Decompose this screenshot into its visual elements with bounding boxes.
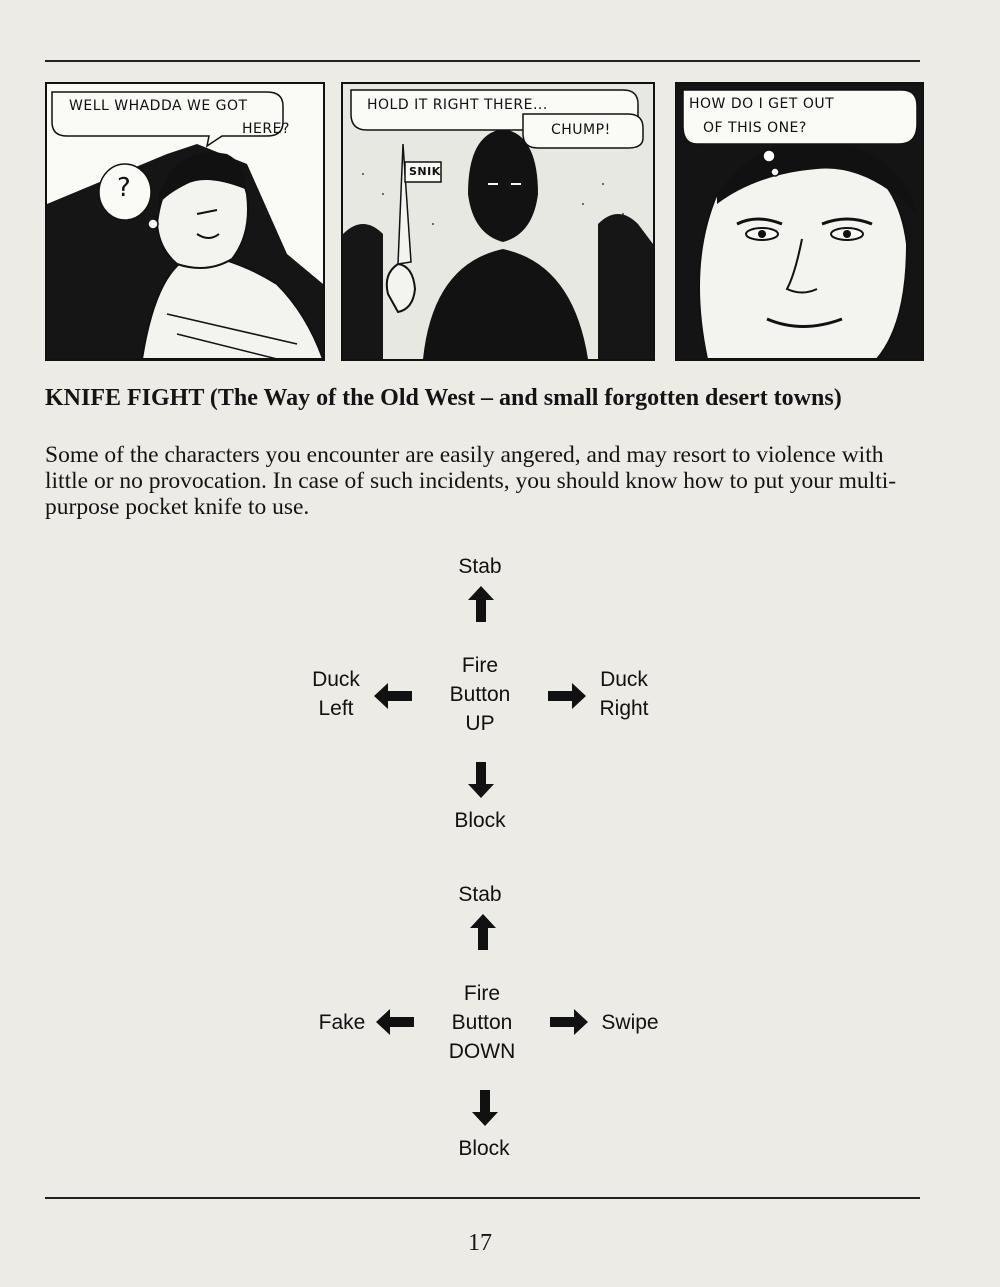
arrow-down-icon [472,1090,498,1126]
label-down-button: Button [451,1011,513,1034]
label-up-stab: Stab [458,555,502,578]
arrow-up-icon [470,914,496,950]
arrow-up-icon [468,586,494,622]
label-up-block: Block [454,809,506,832]
comic-panel-3 [675,82,924,361]
arrow-down-icon [468,762,494,798]
speech-balloon-text-1: WELL WHADDA WE GOT [69,98,248,114]
label-down-fake: Fake [318,1011,366,1034]
knife-sound-effect: SNIK [409,165,441,178]
top-rule [45,60,920,62]
thought-question-mark: ? [117,173,132,203]
page-number: 17 [468,1230,492,1256]
section-body: Some of the characters you encounter are easily angered, and may resort to violence with little or no provocation. In case of such incidents, you should know how to put your multi-purpose pocket knife to use. [45,442,897,520]
speech-balloon-text-2b: CHUMP! [551,122,611,138]
bottom-rule [45,1197,920,1199]
label-up-duck-left-1: Duck [312,668,360,691]
label-down-fire: Fire [463,982,501,1005]
label-up-duck-right-1: Duck [600,668,648,691]
comic-panel-1 [45,82,325,361]
label-up-fire: Fire [461,654,499,677]
label-up-duck-right-2: Right [599,697,649,720]
label-up-button: Button [449,683,511,706]
arrow-right-icon [548,683,586,709]
label-up-duck-left-2: Left [318,697,354,720]
arrow-right-icon [550,1009,588,1035]
section-heading: KNIFE FIGHT (The Way of the Old West – and small forgotten desert towns) [45,385,842,411]
label-down-mode: DOWN [448,1040,516,1063]
arrow-left-icon [376,1009,414,1035]
label-down-swipe: Swipe [601,1011,659,1034]
label-down-stab: Stab [458,883,502,906]
label-up-mode: UP [465,712,495,735]
speech-balloon-text-2: HOLD IT RIGHT THERE... [367,97,548,113]
arrow-left-icon [374,683,412,709]
speech-balloon-text-1b: HERE? [242,121,290,137]
thought-balloon-text-3b: OF THIS ONE? [703,120,807,136]
label-down-block: Block [458,1137,510,1160]
thought-balloon-text-3: HOW DO I GET OUT [689,96,835,112]
comic-panel-2 [341,82,655,361]
